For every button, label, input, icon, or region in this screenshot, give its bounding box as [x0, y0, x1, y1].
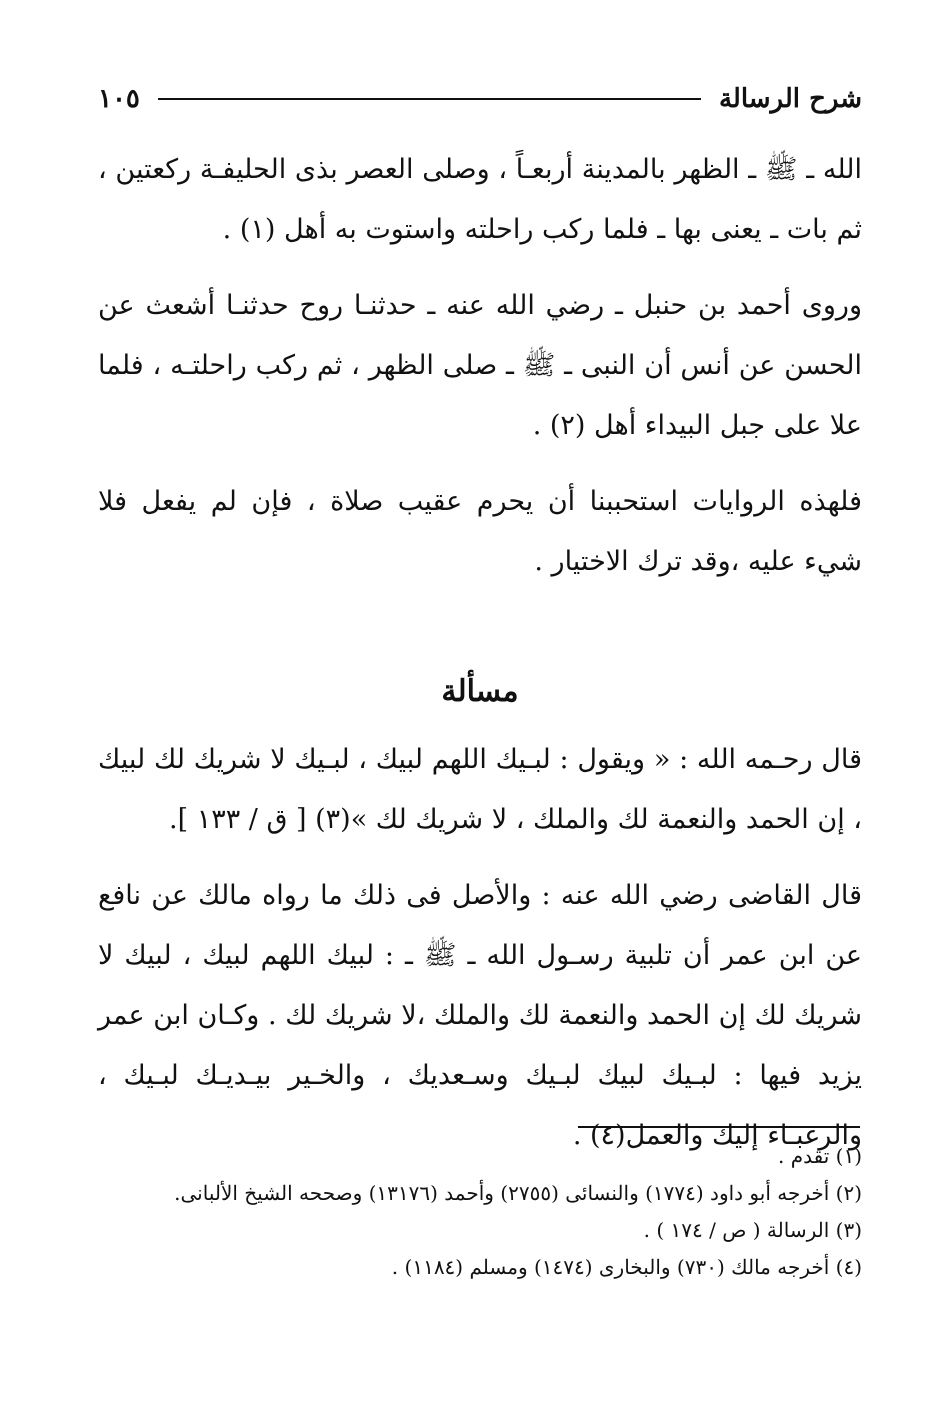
paragraph-1: الله ـ ﷺ ـ الظهر بالمدينة أربعـاً ، وصلى العصر بذى الحليفـة ركعتين ، ثم بات ـ يعنى بها ـ فلما ركب راحلته واستوت به أهل (١) . — [98, 154, 862, 245]
header-rule — [158, 98, 701, 100]
footnote-1: (١) تقدم . — [777, 1144, 862, 1168]
footnote-rule — [578, 1126, 860, 1128]
page-number: ١٠٥ — [98, 84, 140, 114]
running-header — [98, 74, 862, 124]
paragraph-2: وروى أحمد بن حنبل ـ رضي الله عنه ـ حدثنـا روح حدثنـا أشعث عن الحسن عن أنس أن النبى ـ ﷺ ـ صلى الظهر ، ثم ركب راحلتـه ، فلما علا على جبل البيداء أهل (٢) . — [98, 290, 862, 441]
paragraph-4: قال رحـمه الله : « ويقول : لبـيك اللهم لبيك ، لبـيك لا شريك لك لبيك ، إن الحمد والنعمة لك والملك ، لا شريك لك »(٣) [ ق / ١٣٣ ]. — [98, 744, 862, 835]
footnote-3: (٣) الرسالة ( ص / ١٧٤ ) . — [643, 1218, 862, 1242]
footnote-2: (٢) أخرجه أبو داود (١٧٧٤) والنسائى (٢٧٥٥) وأحمد (١٣١٧٦) وصححه الشيخ الألبانى. — [174, 1181, 862, 1205]
main-text — [98, 140, 862, 1182]
section-heading: مسألة — [441, 674, 519, 709]
paragraph-5: قال القاضى رضي الله عنه : والأصل فى ذلك ما رواه مالك عن نافع عن ابن عمر أن تلبية رسـول الله ـ ﷺ ـ : لبيك اللهم لبيك ، لبيك لا شريك لك إن الحمد والنعمة لك والملك ،لا شريك لك . وكـان ابن عمر يزيد فيها : لبـيك لبيك لبـيك وسـعديك ، والخـير بيـديـك لبـيك ، والرغبـاء إليك والعمل(٤) . — [98, 880, 862, 1151]
footnotes — [98, 1138, 862, 1286]
running-title: شرح الرسالة — [718, 84, 862, 114]
paragraph-3: فلهذه الروايات استحببنا أن يحرم عقيب صلاة ، فإن لم يفعل فلا شيء عليه ،وقد ترك الاختيار . — [98, 486, 862, 577]
footnote-4: (٤) أخرجه مالك (٧٣٠) والبخارى (١٤٧٤) ومسلم (١١٨٤) . — [391, 1255, 862, 1279]
